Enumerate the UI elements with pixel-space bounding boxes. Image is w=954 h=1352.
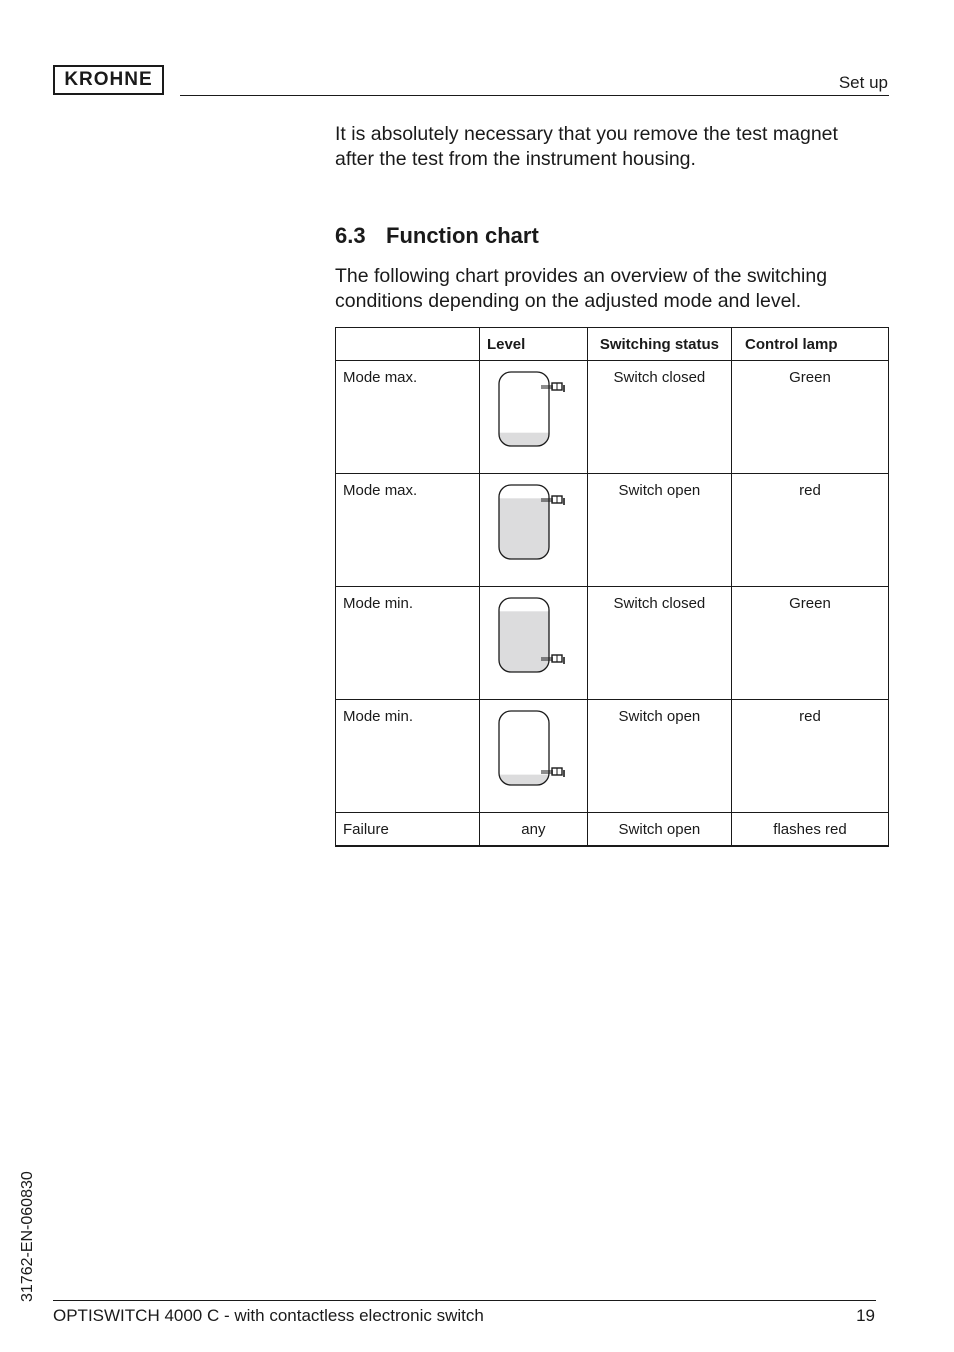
liquid-level: [499, 433, 549, 446]
control-lamp-cell: Green: [731, 587, 888, 700]
tank-icon: [497, 483, 567, 561]
table-row-failure: [336, 813, 889, 847]
mode-cell: Mode max.: [336, 361, 480, 474]
level-switch-icon: [541, 383, 564, 392]
chart-description: The following chart provides an overview of the switching conditions depending on the adjusted mode and level.: [335, 265, 828, 312]
section-title: Function chart: [386, 223, 539, 248]
table-row: [336, 587, 889, 700]
krohne-logo: KROHNE: [53, 65, 164, 95]
mode-cell: Mode min.: [336, 587, 480, 700]
section-number: 6.3: [335, 223, 366, 248]
switching-status-cell: Switch open: [587, 474, 731, 587]
function-chart-table: [335, 327, 889, 847]
table-row: [336, 361, 889, 474]
section-heading: [335, 223, 539, 249]
control-lamp-cell: flashes red: [731, 813, 888, 847]
control-lamp-cell: red: [731, 474, 888, 587]
switching-status-cell: Switch open: [587, 700, 731, 813]
liquid-level: [499, 498, 549, 559]
page-number: 19: [856, 1306, 875, 1325]
switching-status-cell: Switch closed: [587, 361, 731, 474]
footer-title: OPTISWITCH 4000 C - with contactless electronic switch: [53, 1306, 484, 1325]
table-row: [336, 700, 889, 813]
section-label: Set up: [838, 73, 888, 92]
column-header-switching-status: Switching status: [587, 328, 731, 361]
liquid-level: [499, 611, 549, 672]
level-cell: [479, 361, 587, 474]
mode-cell: Mode max.: [336, 474, 480, 587]
tank-outline: [499, 711, 549, 785]
tank-icon: [497, 709, 567, 787]
column-header-mode: [336, 328, 480, 361]
switching-status-cell: Switch closed: [587, 587, 731, 700]
switching-status-cell: Switch open: [587, 813, 731, 847]
level-cell: [479, 700, 587, 813]
mode-cell: Failure: [336, 813, 480, 847]
level-cell: any: [479, 813, 587, 847]
table-row: [336, 474, 889, 587]
level-cell: [479, 587, 587, 700]
column-header-control-lamp: Control lamp: [731, 328, 888, 361]
liquid-level: [499, 775, 549, 785]
intro-paragraph: It is absolutely necessary that you remove the test magnet after the test from the instrument housing.: [335, 123, 838, 170]
header-rule: [180, 95, 889, 96]
tank-icon: [497, 596, 567, 674]
table-header-row: [336, 328, 889, 361]
column-header-level: Level: [479, 328, 587, 361]
level-cell: [479, 474, 587, 587]
footer-rule: [53, 1300, 876, 1301]
control-lamp-cell: red: [731, 700, 888, 813]
tank-icon: [497, 370, 567, 448]
control-lamp-cell: Green: [731, 361, 888, 474]
document-code: 31762-EN-060830: [19, 1171, 36, 1302]
mode-cell: Mode min.: [336, 700, 480, 813]
